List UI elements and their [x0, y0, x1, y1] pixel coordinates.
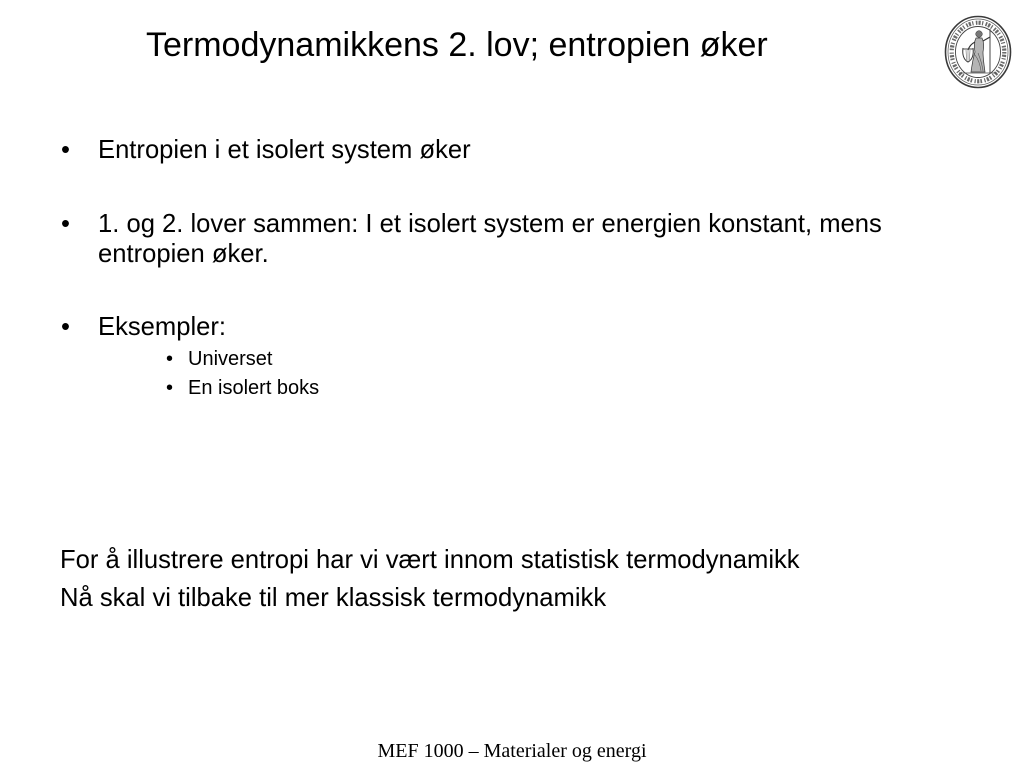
bullet-glyph: •	[61, 210, 70, 238]
closing-line: Nå skal vi tilbake til mer klassisk termodynamikk	[60, 584, 607, 612]
bullet-glyph: •	[61, 136, 70, 164]
university-seal-icon	[944, 15, 1012, 89]
bullet-text: Entropien i et isolert system øker	[98, 136, 471, 164]
sub-bullet-glyph: •	[166, 348, 174, 370]
bullet-glyph: •	[61, 313, 70, 341]
slide-footer: MEF 1000 – Materialer og energi	[377, 740, 647, 762]
slide-title: Termodynamikkens 2. lov; entropien øker	[146, 26, 768, 64]
bullet-text: Eksempler:	[98, 313, 227, 341]
sub-bullet-text: Universet	[188, 348, 273, 370]
bullet-text: 1. og 2. lover sammen: I et isolert system er energien konstant, mens entropien øker.	[98, 210, 882, 268]
closing-line: For å illustrere entropi har vi vært innom statistisk termodynamikk	[60, 546, 800, 574]
sub-bullet-glyph: •	[166, 377, 174, 399]
university-seal-logo	[944, 15, 1012, 89]
sub-bullet-text: En isolert boks	[188, 377, 320, 399]
